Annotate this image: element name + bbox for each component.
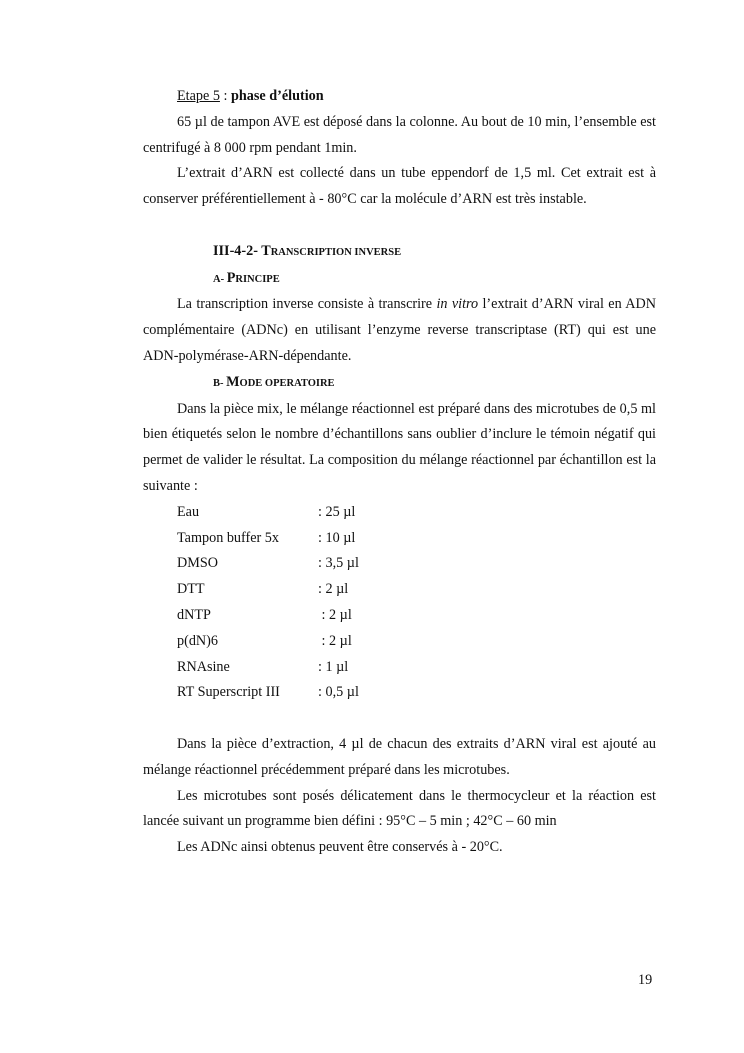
spacer xyxy=(143,706,656,732)
step5-heading xyxy=(143,84,656,110)
mode-prefix: B- xyxy=(213,377,227,389)
mode-intro: Dans la pièce mix, le mélange réactionnel est préparé dans des microtubes de 0,5 ml bien étiquetés selon le nombre d’échantillons sans oublier d’inclure le témoin négatif qui permet de valider le résultat. La composition du mélange réactionnel par échantillon est la suivante : xyxy=(143,400,656,494)
reagent-name: DTT xyxy=(177,581,205,598)
reagent-row xyxy=(177,680,656,706)
reagent-value: : 10 µl xyxy=(318,529,356,546)
principe-text-after: l’extrait d’ARN viral en ADN complémentaire (ADNc) en utilisant l’enzyme reverse transcriptase (RT) qui est une ADN-polymérase-ARN-dépendante. xyxy=(143,296,656,364)
reagent-row xyxy=(177,603,656,629)
reagent-row xyxy=(177,551,656,577)
step5-paragraph-2: L’extrait d’ARN est collecté dans un tube eppendorf de 1,5 ml. Cet extrait est à conserver préférentiellement à - 80°C car la molécule d’ARN est très instable. xyxy=(143,165,656,208)
reagent-name: Tampon buffer 5x xyxy=(177,529,279,546)
closing-paragraph-1: Dans la pièce d’extraction, 4 µl de chacun des extraits d’ARN viral est ajouté au mélange réactionnel précédemment préparé dans les microtubes. xyxy=(143,735,656,778)
mode-heading xyxy=(143,370,656,397)
reagent-name: p(dN)6 xyxy=(177,632,218,649)
closing-paragraph-3: Les ADNc ainsi obtenus peuvent être conservés à - 20°C. xyxy=(177,839,503,856)
principe-rest: RINCIPE xyxy=(235,273,280,285)
reagent-row xyxy=(177,500,656,526)
reagent-name: RT Superscript III xyxy=(177,684,280,701)
step5-label: Etape 5 xyxy=(177,88,220,104)
reagent-value: : 25 µl xyxy=(318,503,356,520)
section-title-initial: T xyxy=(261,242,271,259)
step5-paragraph-1: 65 µl de tampon AVE est déposé dans la colonne. Au bout de 10 min, l’ensemble est centrifugé à 8 000 rpm pendant 1min. xyxy=(143,113,656,156)
reagent-value: : 3,5 µl xyxy=(318,555,359,572)
reagent-value: : 1 µl xyxy=(318,658,349,675)
reagent-row xyxy=(177,655,656,681)
reagent-list xyxy=(143,500,656,706)
reagent-value: : 2 µl xyxy=(318,606,352,623)
section-heading xyxy=(143,239,656,266)
mode-rest: ODE OPERATOIRE xyxy=(239,377,335,389)
spacer xyxy=(143,213,656,239)
reagent-name: RNAsine xyxy=(177,658,230,675)
step5-separator: : xyxy=(219,88,231,104)
mode-initial: M xyxy=(226,373,240,390)
principe-paragraph xyxy=(143,292,656,369)
reagent-row xyxy=(177,526,656,552)
page-number: 19 xyxy=(638,972,653,988)
reagent-name: dNTP xyxy=(177,606,211,623)
principe-text-italic: in vitro xyxy=(436,296,479,313)
document-body xyxy=(143,84,656,861)
reagent-row xyxy=(177,629,656,655)
step5-title: phase d’élution xyxy=(230,88,324,104)
reagent-row xyxy=(177,577,656,603)
principe-heading xyxy=(143,266,656,293)
reagent-name: DMSO xyxy=(177,555,218,572)
closing-paragraph-2: Les microtubes sont posés délicatement dans le thermocycleur et la réaction est lancée suivant un programme bien défini : 95°C – 5 min ; 42°C – 60 min xyxy=(143,787,656,830)
section-number: III-4-2- xyxy=(213,242,262,259)
principe-prefix: A- xyxy=(213,273,227,285)
principe-text-before: La transcription inverse consiste à transcrire xyxy=(177,296,437,313)
principe-initial: P xyxy=(226,269,236,286)
reagent-value: : 0,5 µl xyxy=(318,684,359,701)
reagent-value: : 2 µl xyxy=(318,581,349,598)
reagent-value: : 2 µl xyxy=(318,632,352,649)
section-title-rest: RANSCRIPTION INVERSE xyxy=(270,246,402,258)
reagent-name: Eau xyxy=(177,503,200,520)
